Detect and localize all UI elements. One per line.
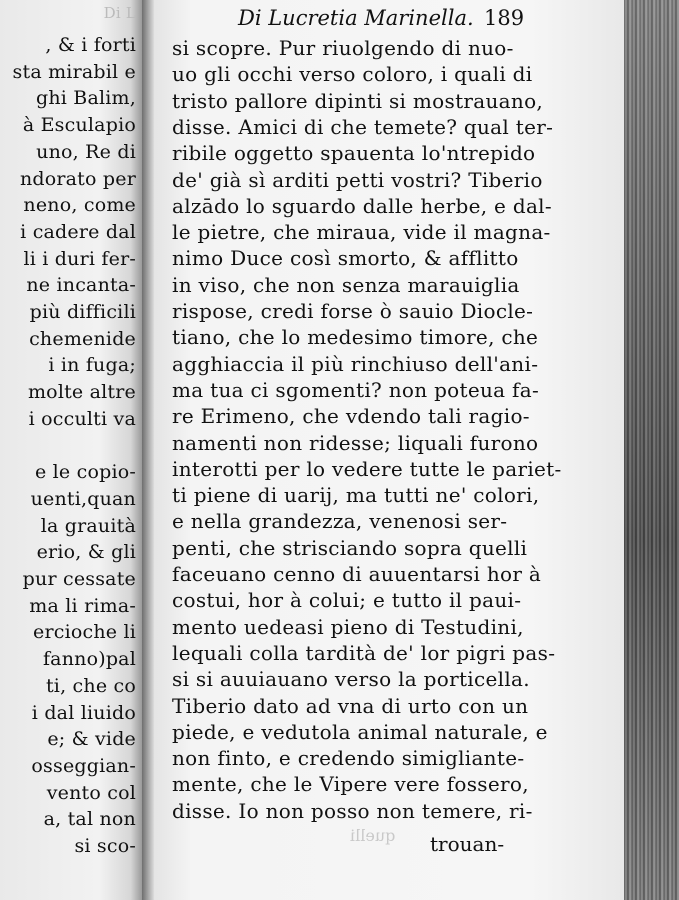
right-page-line: uo gli occhi verso coloro, i quali di: [172, 62, 533, 87]
right-page-line: si scopre. Pur riuolgendo di nuo-: [172, 36, 514, 60]
left-page-line: ma li rima-: [29, 594, 136, 617]
left-page-line: uno, Re di: [36, 140, 136, 163]
left-page-line: i in fuga;: [48, 354, 136, 377]
left-page-line: li i duri fer-: [23, 247, 136, 270]
left-page-line: à Esculapio: [22, 114, 136, 137]
left-page-line: i dal liuido: [31, 701, 136, 724]
right-page-line: nimo Duce così smorto, & afflitto: [172, 246, 519, 271]
running-head: Di Lucretia Marinella.: [238, 6, 474, 30]
bleed-through-text: quelli: [350, 826, 396, 845]
left-page-line: erio, & gli: [36, 541, 136, 564]
left-page-line: molte altre: [27, 381, 136, 404]
right-page-line: re Erimeno, che vdendo tali ragio-: [172, 404, 530, 429]
left-bleed-through-text: Di L: [103, 4, 136, 22]
right-page-line: disse. Amici di che temete? qual ter-: [172, 114, 554, 139]
right-page-line: le pietre, che miraua, vide il magna-: [172, 220, 551, 245]
left-page-line: pur cessate: [22, 568, 136, 590]
left-page-line: e; & vide: [47, 728, 136, 751]
right-page-line: non finto, e credendo simigliante-: [172, 746, 525, 771]
left-page-line: più difficili: [29, 301, 136, 323]
right-page-line: si si auuiauano verso la porticella.: [172, 667, 530, 692]
right-page-line: tiano, che lo medesimo timore, che: [172, 325, 539, 350]
left-page-line: osseggian-: [31, 754, 136, 777]
right-page-line: faceuano cenno di auuentarsi hor à: [172, 562, 542, 586]
right-page-line: disse. Io non posso non temere, ri-: [172, 798, 533, 823]
right-page-line: de' già sì arditi petti vostri? Tiberio: [172, 167, 543, 192]
right-page-line: ma tua ci sgomenti? non poteua fa-: [172, 377, 540, 402]
right-page-line: penti, che strisciando sopra quelli: [172, 535, 528, 560]
right-page: [154, 0, 624, 900]
right-page-line: rispose, credi forse ò sauio Diocle-: [172, 299, 534, 323]
right-page-line: namenti non ridesse; liquali furono: [172, 430, 539, 455]
book-gutter: [142, 0, 154, 900]
right-page-line: ribile oggetto spauenta lo'ntrepido: [172, 141, 536, 166]
left-page-line: si sco-: [74, 835, 136, 857]
page-number: 189: [484, 6, 525, 30]
left-page-line: i occulti va: [28, 407, 136, 430]
left-page-line: ne incanta-: [26, 274, 136, 297]
right-page-line: costui, hor à colui; e tutto il paui-: [172, 588, 522, 613]
left-page-line: e le copio-: [34, 461, 136, 484]
right-page-line: lequali colla tardità de' lor pigri pas-: [172, 640, 556, 665]
left-page-line: ghi Balim,: [35, 87, 136, 110]
left-page-line: ercioche li: [33, 621, 136, 644]
right-page-line: in viso, che non senza marauiglia: [172, 272, 520, 297]
left-page-line: i cadere dal: [20, 220, 136, 243]
catchword: trouan-: [430, 832, 505, 856]
left-page-line: la grauità: [40, 514, 136, 537]
right-page-line: ti piene di uarij, ma tutti ne' colori,: [172, 483, 540, 508]
right-page-line: alzādo lo sguardo dalle herbe, e dal-: [172, 193, 552, 218]
left-page-line: vento col: [46, 781, 136, 804]
right-page-line: mente, che le Vipere vere fossero,: [172, 772, 529, 797]
left-page: [0, 0, 142, 900]
right-page-line: e nella grandezza, venenosi ser-: [172, 509, 508, 534]
left-page-line: neno, come: [23, 194, 136, 217]
left-page-line: ndorato per: [19, 167, 136, 190]
left-page-line: , & i forti: [45, 34, 136, 56]
left-page-line: a, tal non: [43, 808, 136, 831]
page-edges-shade: [624, 0, 679, 900]
left-page-line: sta mirabil e: [12, 60, 136, 83]
left-page-line: uenti,quan: [30, 487, 136, 510]
right-page-line: piede, e vedutola animal naturale, e: [172, 719, 548, 744]
right-page-line: agghiaccia il più rinchiuso dell'ani-: [172, 351, 539, 376]
left-page-line: fanno)pal: [42, 648, 136, 671]
right-page-line: Tiberio dato ad vna di urto con un: [172, 693, 529, 718]
right-page-line: interotti per lo vedere tutte le pariet-: [172, 456, 562, 481]
left-page-line: ti, che co: [45, 674, 136, 697]
left-page-line: chemenide: [29, 327, 136, 350]
right-page-line: tristo pallore dipinti si mostrauano,: [172, 88, 544, 113]
right-page-line: mento uedeasi pieno di Testudini,: [172, 614, 524, 639]
